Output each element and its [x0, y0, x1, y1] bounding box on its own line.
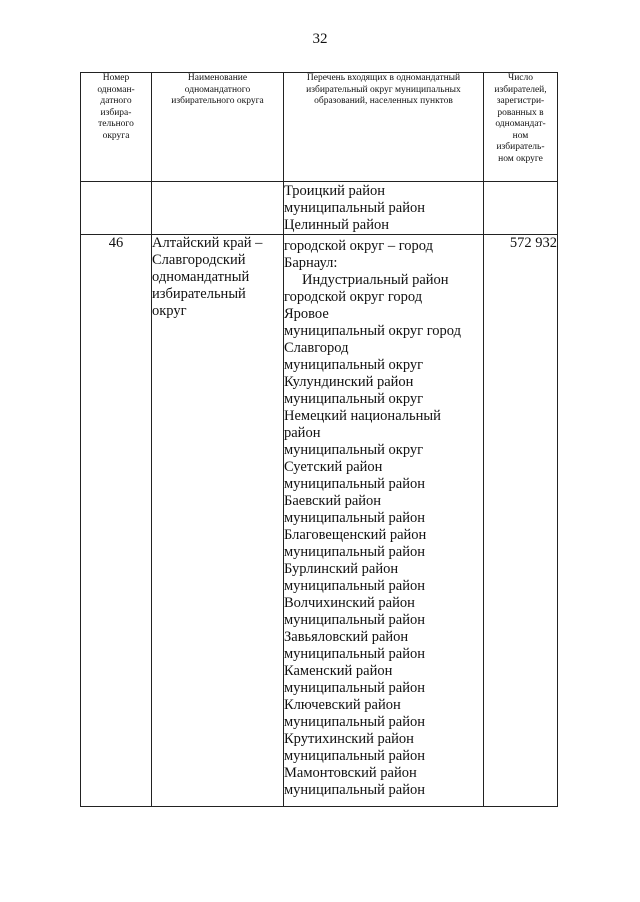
text-line: ном: [512, 130, 529, 141]
text-line: избирателей,: [494, 84, 547, 95]
text-line: ном округе: [498, 153, 543, 164]
text-line: избира-: [100, 107, 132, 118]
header-name: [152, 73, 284, 182]
cell-municipalities: [284, 182, 484, 235]
municipality-line: Бурлинский район: [284, 561, 399, 577]
text-line: датного: [100, 96, 132, 106]
municipality-line: муниципальный округ: [284, 357, 424, 373]
header-number: [81, 73, 152, 182]
text-line: избиратель-: [496, 142, 545, 152]
municipality-line: Немецкий национальный: [284, 408, 441, 424]
text-line: одномандатного: [184, 84, 251, 95]
municipality-line: муниципальный район: [284, 714, 425, 730]
text-line: Номер: [102, 73, 130, 83]
text-line: Славгородский: [152, 252, 246, 268]
municipality-line: Крутихинский район: [284, 731, 414, 747]
municipality-line: Ключевский район: [284, 697, 401, 713]
cell-name: [152, 235, 284, 807]
municipality-line: Кулундинский район: [284, 374, 414, 390]
municipality-line: муниципальный район: [284, 748, 425, 764]
text-line: Троицкий район: [284, 183, 385, 199]
municipality-line: Мамонтовский район: [284, 765, 417, 781]
municipality-line: муниципальный округ город: [284, 323, 461, 339]
text-line: одноман-: [97, 84, 135, 95]
text-line: избирательный: [152, 286, 246, 302]
municipality-line: муниципальный район: [284, 544, 425, 560]
districts-table: [80, 72, 558, 807]
cell-name: [152, 182, 284, 235]
municipality-line: муниципальный район: [284, 782, 425, 798]
municipality-line: Барнаул:: [284, 255, 338, 271]
table-row-district-46: [81, 235, 558, 807]
text-line: Наименование: [187, 73, 248, 83]
municipality-line: муниципальный район: [284, 476, 425, 492]
cell-number: 46: [81, 235, 152, 807]
text-line: Число: [508, 73, 533, 83]
municipality-line: муниципальный округ: [284, 391, 424, 407]
text-line: Целинный район: [284, 217, 390, 233]
text-line: одномандатный: [152, 269, 250, 285]
text-line: округа: [102, 130, 130, 141]
header-list: [284, 73, 484, 182]
municipality-line: городской округ – город: [284, 238, 434, 254]
text-line: округ: [152, 303, 187, 319]
municipality-line: муниципальный район: [284, 646, 425, 662]
cell-municipalities: [284, 235, 484, 807]
cell-voters: 572 932: [484, 235, 558, 807]
municipality-line: муниципальный район: [284, 612, 425, 628]
text-line: тельного: [98, 119, 134, 129]
text-line: избирательного округа: [171, 96, 264, 106]
municipality-line: Благовещенский район: [284, 527, 427, 543]
text-line: муниципальный район: [284, 200, 425, 216]
municipality-line: Баевский район: [284, 493, 382, 509]
municipality-line: Яровое: [284, 306, 329, 322]
municipality-line: Волчихинский район: [284, 595, 415, 611]
municipality-line: Каменский район: [284, 663, 393, 679]
text-line: одномандат-: [495, 119, 546, 129]
municipality-line: муниципальный район: [284, 680, 425, 696]
text-line: рованных в: [497, 107, 544, 118]
text-line: Перечень входящих в одномандатный: [306, 73, 461, 83]
municipality-line: Суетский район: [284, 459, 383, 475]
municipality-line: муниципальный район: [284, 578, 425, 594]
municipality-line: Индустриальный район: [302, 272, 449, 288]
text-line: Алтайский край –: [152, 235, 263, 251]
text-line: избирательный округ муниципальных: [306, 84, 461, 95]
text-line: образований, населенных пунктов: [314, 96, 453, 106]
municipality-line: муниципальный район: [284, 510, 425, 526]
municipality-line: Славгород: [284, 340, 349, 356]
municipality-line: район: [284, 425, 321, 441]
municipality-line: городской округ город: [284, 289, 423, 305]
page-number: 32: [312, 31, 328, 47]
table-row-continuation: [81, 182, 558, 235]
table-header-row: [81, 73, 558, 182]
cell-voters: [484, 182, 558, 235]
cell-number: [81, 182, 152, 235]
municipality-line: муниципальный округ: [284, 442, 424, 458]
municipality-line: Завьяловский район: [284, 629, 409, 645]
header-voters: [484, 73, 558, 182]
text-line: зарегистри-: [496, 96, 545, 106]
